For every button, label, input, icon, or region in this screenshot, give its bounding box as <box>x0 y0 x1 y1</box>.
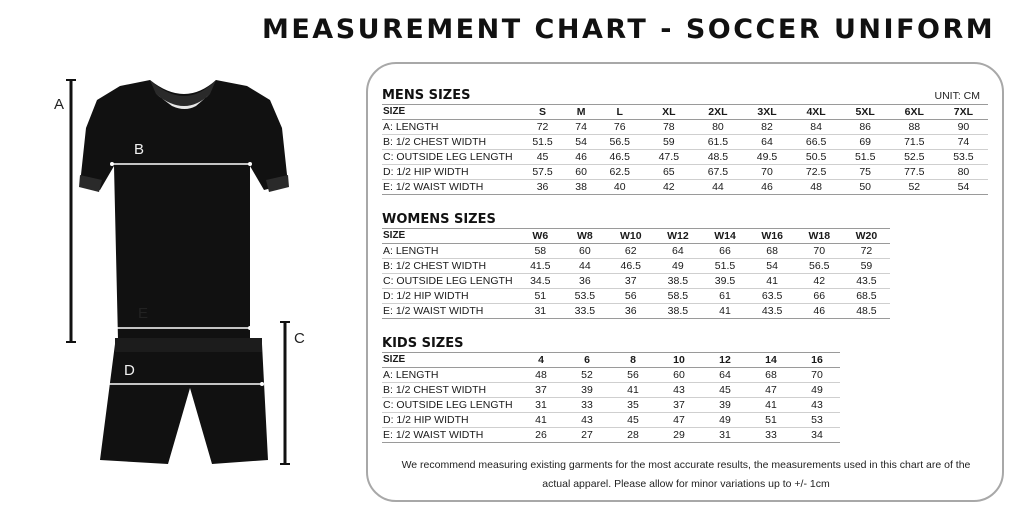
measurement-value: 70 <box>813 245 826 257</box>
measurement-value: 48.5 <box>856 305 877 317</box>
table-header-row <box>382 105 988 120</box>
measurement-value: 60 <box>673 369 685 381</box>
size-column-header: L <box>616 106 623 118</box>
measurement-value: 51.5 <box>714 260 736 272</box>
measurement-value: 66 <box>719 245 731 257</box>
size-column-header: 6XL <box>904 106 924 118</box>
measurement-value: 41 <box>719 305 731 317</box>
measurement-value: 43 <box>673 384 685 396</box>
measurement-value: 80 <box>957 166 970 178</box>
dimension-c-label: C <box>294 330 305 347</box>
size-column-header: 7XL <box>953 106 974 118</box>
kids-section <box>382 336 840 443</box>
kids-title: KIDS SIZES <box>382 336 464 351</box>
measurement-value: 54 <box>575 136 587 148</box>
measurement-value: 39.5 <box>714 275 736 287</box>
size-column-header: 10 <box>673 354 685 366</box>
kids-table <box>382 352 840 443</box>
measurement-value: 53 <box>811 414 823 426</box>
measurement-value: 43 <box>581 414 593 426</box>
measurement-value: 60 <box>575 166 587 178</box>
measurement-value: 53.5 <box>574 290 596 302</box>
measurement-value: 46 <box>813 305 826 317</box>
size-column-header: XL <box>662 106 676 118</box>
measurement-value: 43 <box>811 399 823 411</box>
measurement-value: 38.5 <box>667 275 689 287</box>
shorts-waistband <box>115 338 262 352</box>
table-row <box>382 180 988 195</box>
measurement-value: 62 <box>624 245 637 257</box>
table-row <box>382 259 890 274</box>
measurement-value: 46 <box>575 151 587 163</box>
measurement-value: 56.5 <box>609 136 630 148</box>
measurement-value: 49.5 <box>756 151 778 163</box>
measurement-value: 46.5 <box>620 260 641 272</box>
size-header: SIZE <box>383 230 406 241</box>
size-column-header: W16 <box>761 230 783 242</box>
measurement-value: 57.5 <box>532 166 553 178</box>
size-column-header: 4 <box>538 354 544 366</box>
mens-title: MENS SIZES <box>382 88 471 103</box>
measurement-value: 66 <box>813 290 826 302</box>
measurement-value: 38.5 <box>667 305 689 317</box>
measurement-value: 69 <box>859 136 872 148</box>
measurement-label: C: OUTSIDE LEG LENGTH <box>383 151 513 163</box>
measurement-value: 74 <box>575 121 587 133</box>
measurement-value: 59 <box>662 136 675 148</box>
measurement-value: 43.5 <box>856 275 877 287</box>
table-row <box>382 383 840 398</box>
jersey <box>80 80 288 340</box>
table-row <box>382 244 890 259</box>
size-column-header: W18 <box>808 230 831 242</box>
dimension-e-label: E <box>138 305 149 322</box>
measurement-value: 61.5 <box>707 136 729 148</box>
measurement-value: 88 <box>908 121 921 133</box>
measurement-label: C: OUTSIDE LEG LENGTH <box>383 275 513 287</box>
measurement-label: B: 1/2 CHEST WIDTH <box>383 384 487 396</box>
table-header-row <box>382 229 890 244</box>
table-row <box>382 368 840 383</box>
table-row <box>382 150 988 165</box>
measurement-value: 54 <box>957 181 970 193</box>
footnote <box>386 456 986 494</box>
measurement-value: 44 <box>579 260 591 272</box>
measurement-value: 52 <box>908 181 921 193</box>
size-column-header: M <box>576 106 586 118</box>
measurement-value: 31 <box>535 399 547 411</box>
unit-label: UNIT: CM <box>934 90 980 102</box>
size-header: SIZE <box>383 106 406 117</box>
measurement-value: 76 <box>613 121 626 133</box>
measurement-value: 58.5 <box>667 290 689 302</box>
size-column-header: S <box>539 106 547 118</box>
measurement-value: 41 <box>766 275 778 287</box>
measurement-value: 51.5 <box>854 151 876 163</box>
size-column-header: 3XL <box>757 106 777 118</box>
footnote-line-2: actual apparel. Please allow for minor variations up to +/- 1cm <box>542 478 830 490</box>
measurement-value: 46.5 <box>609 151 630 163</box>
measurement-label: C: OUTSIDE LEG LENGTH <box>383 399 513 411</box>
measurement-value: 42 <box>813 275 826 287</box>
uniform-drawing <box>0 0 360 512</box>
measurement-value: 82 <box>761 121 773 133</box>
measurement-value: 72.5 <box>805 166 827 178</box>
measurement-value: 50 <box>859 181 872 193</box>
measurement-value: 68.5 <box>856 290 877 302</box>
measurement-value: 42 <box>662 181 675 193</box>
measurement-value: 67.5 <box>707 166 729 178</box>
measurement-value: 39 <box>719 399 731 411</box>
mens-section <box>382 88 988 195</box>
measurement-value: 56.5 <box>809 260 830 272</box>
measurement-value: 31 <box>534 305 547 317</box>
measurement-value: 36 <box>624 305 637 317</box>
measurement-value: 29 <box>673 429 685 441</box>
measurement-value: 84 <box>810 121 822 133</box>
measurement-value: 66.5 <box>805 136 827 148</box>
measurement-value: 68 <box>765 369 777 381</box>
measurement-value: 41 <box>627 384 639 396</box>
measurement-value: 78 <box>662 121 675 133</box>
measurement-value: 41 <box>765 399 777 411</box>
size-column-header: W10 <box>619 230 642 242</box>
measurement-label: A: LENGTH <box>383 121 439 133</box>
measurement-value: 35 <box>627 399 639 411</box>
page-title: MEASUREMENT CHART - SOCCER UNIFORM <box>262 14 996 45</box>
measurement-value: 70 <box>761 166 773 178</box>
measurement-label: E: 1/2 WAIST WIDTH <box>383 305 484 317</box>
size-column-header: W12 <box>667 230 689 242</box>
size-column-header: 12 <box>719 354 731 366</box>
measurement-value: 77.5 <box>904 166 925 178</box>
measurement-value: 33.5 <box>574 305 596 317</box>
measurement-value: 45 <box>719 384 731 396</box>
size-header: SIZE <box>383 354 406 365</box>
table-row <box>382 135 988 150</box>
dimension-b-label: B <box>134 141 145 158</box>
measurement-value: 68 <box>766 245 778 257</box>
dimension-d-label: D <box>124 362 135 379</box>
size-column-header: W20 <box>855 230 878 242</box>
measurement-value: 47 <box>673 414 685 426</box>
measurement-value: 75 <box>859 166 872 178</box>
measurement-value: 26 <box>535 429 547 441</box>
measurement-label: D: 1/2 HIP WIDTH <box>383 414 469 426</box>
measurement-value: 34.5 <box>530 275 551 287</box>
measurement-value: 62.5 <box>609 166 630 178</box>
measurement-value: 41.5 <box>530 260 551 272</box>
womens-table <box>382 228 890 319</box>
measurement-value: 49 <box>719 414 731 426</box>
table-row <box>382 120 988 135</box>
measurement-value: 51 <box>765 414 777 426</box>
size-column-header: 8 <box>630 354 636 366</box>
measurement-value: 50.5 <box>805 151 827 163</box>
table-row <box>382 398 840 413</box>
measurement-label: B: 1/2 CHEST WIDTH <box>383 136 487 148</box>
womens-title: WOMENS SIZES <box>382 212 496 227</box>
measurement-label: A: LENGTH <box>383 369 439 381</box>
measurement-value: 28 <box>627 429 639 441</box>
table-row <box>382 289 890 304</box>
measurement-value: 70 <box>811 369 823 381</box>
measurement-value: 52 <box>581 369 593 381</box>
measurement-value: 46 <box>761 181 773 193</box>
measurement-value: 48 <box>535 369 547 381</box>
measurement-value: 56 <box>627 369 639 381</box>
measurement-value: 51 <box>534 290 547 302</box>
size-column-header: W8 <box>577 230 593 242</box>
table-row <box>382 165 988 180</box>
measurement-label: E: 1/2 WAIST WIDTH <box>383 181 484 193</box>
measurement-value: 71.5 <box>904 136 925 148</box>
size-column-header: 14 <box>765 354 777 366</box>
measurement-value: 61 <box>719 290 731 302</box>
measurement-value: 36 <box>579 275 591 287</box>
measurement-value: 45 <box>536 151 549 163</box>
measurement-value: 90 <box>957 121 970 133</box>
table-row <box>382 304 890 319</box>
measurement-value: 34 <box>811 429 823 441</box>
measurement-value: 39 <box>581 384 593 396</box>
measurement-value: 45 <box>627 414 639 426</box>
measurement-value: 44 <box>712 181 724 193</box>
footnote-line-1: We recommend measuring existing garments for the most accurate results, the measurements used in this chart are of the <box>401 459 971 471</box>
measurement-value: 52.5 <box>904 151 925 163</box>
table-row <box>382 413 840 428</box>
measurement-value: 33 <box>581 399 593 411</box>
measurement-value: 64 <box>719 369 731 381</box>
size-column-header: 4XL <box>806 106 826 118</box>
measurement-value: 37 <box>673 399 685 411</box>
womens-section <box>382 212 890 319</box>
measurement-value: 72 <box>536 121 549 133</box>
measurement-value: 72 <box>860 245 873 257</box>
measurement-value: 41 <box>535 414 547 426</box>
measurement-value: 59 <box>860 260 873 272</box>
size-column-header: 6 <box>584 354 590 366</box>
measurement-value: 56 <box>624 290 637 302</box>
measurement-value: 60 <box>579 245 591 257</box>
table-header-row <box>382 353 840 368</box>
measurement-value: 47.5 <box>658 151 680 163</box>
measurement-value: 43.5 <box>761 305 783 317</box>
measurement-value: 47 <box>765 384 777 396</box>
measurement-label: D: 1/2 HIP WIDTH <box>383 290 469 302</box>
measurement-value: 86 <box>859 121 872 133</box>
measurement-value: 33 <box>765 429 777 441</box>
table-row <box>382 274 890 289</box>
measurement-value: 54 <box>766 260 778 272</box>
mens-table <box>382 104 988 195</box>
measurement-value: 63.5 <box>761 290 783 302</box>
measurement-value: 48.5 <box>707 151 729 163</box>
measurement-value: 53.5 <box>953 151 974 163</box>
size-column-header: 5XL <box>855 106 875 118</box>
measurement-value: 49 <box>811 384 823 396</box>
measurement-label: B: 1/2 CHEST WIDTH <box>383 260 487 272</box>
measurement-value: 48 <box>810 181 822 193</box>
measurement-value: 65 <box>662 166 675 178</box>
measurement-value: 31 <box>719 429 731 441</box>
uniform-illustration <box>0 0 360 512</box>
measurement-value: 36 <box>536 181 549 193</box>
size-column-header: 2XL <box>708 106 728 118</box>
measurement-value: 64 <box>761 136 773 148</box>
measurement-value: 38 <box>575 181 587 193</box>
size-column-header: 16 <box>811 354 823 366</box>
measurement-value: 40 <box>613 181 626 193</box>
measurement-value: 58 <box>534 245 547 257</box>
measurement-value: 27 <box>581 429 593 441</box>
size-column-header: W6 <box>532 230 549 242</box>
measurement-label: A: LENGTH <box>383 245 439 257</box>
size-column-header: W14 <box>714 230 736 242</box>
measurement-value: 51.5 <box>532 136 553 148</box>
measurement-value: 80 <box>712 121 724 133</box>
measurement-value: 64 <box>672 245 684 257</box>
table-row <box>382 428 840 443</box>
measurement-value: 49 <box>672 260 684 272</box>
measurement-label: E: 1/2 WAIST WIDTH <box>383 429 484 441</box>
measurement-value: 74 <box>957 136 970 148</box>
dimension-a-label: A <box>54 96 65 113</box>
measurement-value: 37 <box>624 275 637 287</box>
measurement-value: 37 <box>535 384 547 396</box>
measurement-label: D: 1/2 HIP WIDTH <box>383 166 469 178</box>
size-chart-panel <box>366 62 1004 502</box>
